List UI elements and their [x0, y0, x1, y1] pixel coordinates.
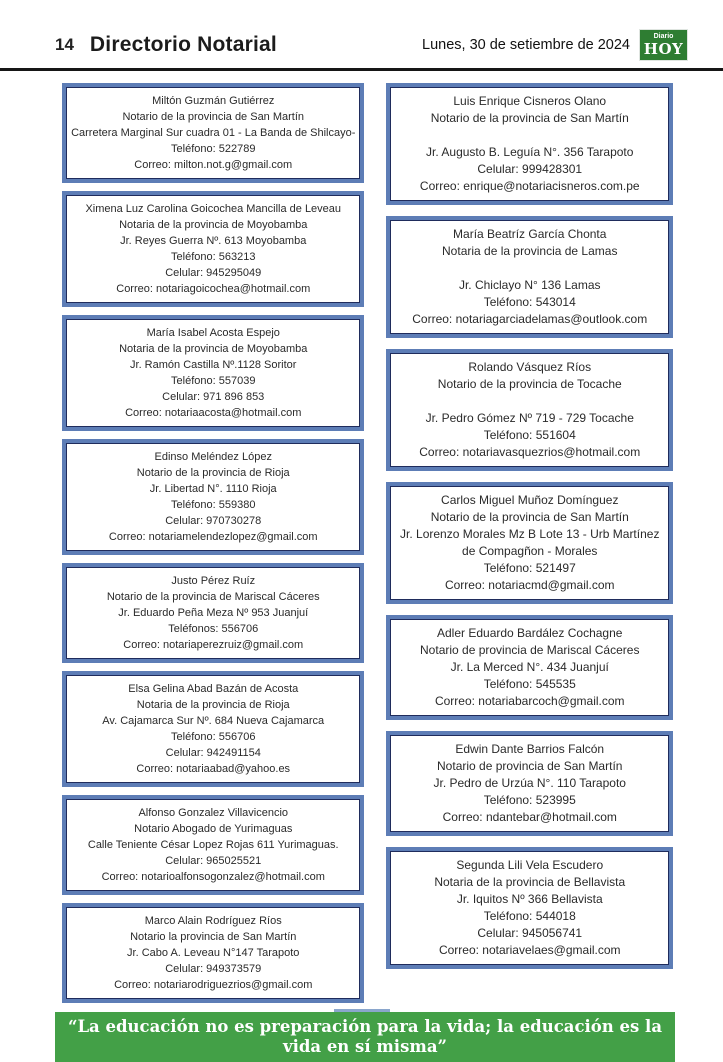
- notary-card-line: Elsa Gelina Abad Bazán de Acosta: [128, 683, 299, 695]
- notary-card-line: Jr. La Merced N°. 434 Juanjuí: [450, 660, 609, 674]
- directory-column-left: [62, 83, 364, 1003]
- footer-quote-bar: [55, 1012, 675, 1062]
- notary-card-line: Correo: notariabarcoch@gmail.com: [434, 694, 625, 708]
- notary-card: [62, 903, 364, 1003]
- notary-card-line: Notaria de la provincia de Moyobamba: [119, 219, 308, 231]
- notary-card-line: Celular: 999428301: [477, 162, 583, 176]
- notary-card: [62, 795, 364, 895]
- notary-card-line: Correo: notarioalfonsogonzalez@hotmail.com: [101, 871, 325, 883]
- notary-card-inner: [390, 87, 669, 201]
- notary-card-line: Teléfono: 544018: [483, 909, 576, 923]
- notary-card-line: Teléfono: 563213: [171, 251, 256, 263]
- notary-card-line: Edinso Meléndez López: [154, 451, 272, 463]
- notary-card-line: Teléfono: 551604: [483, 428, 576, 442]
- notary-card-inner: [390, 353, 669, 467]
- notary-card-line: Notaria de la provincia de Rioja: [136, 699, 290, 711]
- notary-card-inner: [66, 675, 360, 783]
- notary-card: [62, 671, 364, 787]
- notary-card-line: Notario de la provincia de Tocache: [437, 377, 622, 391]
- notary-card: [386, 216, 673, 338]
- notary-card-line: Segunda Lili Vela Escudero: [456, 858, 604, 872]
- header-divider-rule: [0, 68, 723, 71]
- notary-card-line: Jr. Reyes Guerra Nº. 613 Moyobamba: [120, 235, 307, 247]
- page-title: Directorio Notarial: [89, 33, 277, 56]
- notary-card-line: Jr. Pedro Gómez Nº 719 - 729 Tocache: [425, 411, 634, 425]
- notary-card-inner: [390, 619, 669, 716]
- notary-card-line: Jr. Cabo A. Leveau N°147 Tarapoto: [127, 947, 300, 959]
- notary-card-line: Calle Teniente César Lopez Rojas 611 Yurimaguas.: [87, 839, 339, 851]
- logo-hoy-label: HOY: [643, 40, 684, 58]
- notary-card-line: Celular: 971 896 853: [162, 391, 265, 403]
- notary-card-inner: [66, 319, 360, 427]
- notary-card-line: Teléfono: 521497: [483, 561, 576, 575]
- directory-column-right: [386, 83, 673, 1003]
- notary-card-line: Correo: milton.not.g@gmail.com: [134, 159, 293, 171]
- notary-card-line: Correo: notariaacosta@hotmail.com: [125, 407, 302, 419]
- notary-card-line: María Isabel Acosta Espejo: [146, 327, 280, 339]
- notary-card-line: Av. Cajamarca Sur Nº. 684 Nueva Cajamarca: [102, 715, 325, 727]
- notary-card: [386, 615, 673, 720]
- notary-card-line: Correo: notariamelendezlopez@gmail.com: [108, 531, 318, 543]
- notary-card-line: Celular: 942491154: [165, 747, 261, 759]
- notary-card-line: Notario de la provincia de Mariscal Cáceres: [106, 591, 320, 603]
- notary-card-line: Correo: notariavelaes@gmail.com: [438, 943, 621, 957]
- notary-card-line: Jr. Augusto B. Leguía N°. 356 Tarapoto: [426, 145, 634, 159]
- notary-card: [386, 847, 673, 969]
- directory-columns: [0, 81, 723, 1003]
- notary-card-line: Notario de la provincia de San Martín: [430, 111, 629, 125]
- notary-card-line: Teléfono: 522789: [171, 143, 256, 155]
- notary-card: [386, 349, 673, 471]
- notary-card: [386, 482, 673, 604]
- diario-hoy-logo: [640, 30, 687, 60]
- notary-card-line: Jr. Iquitos Nº 366 Bellavista: [456, 892, 603, 906]
- notary-card-line: Marco Alain Rodríguez Ríos: [144, 915, 282, 927]
- page-header: [0, 0, 723, 66]
- notary-card-inner: [390, 851, 669, 965]
- notary-card-line: Correo: notariavasquezrios@hotmail.com: [419, 445, 641, 459]
- notary-card-line: Miltón Guzmán Gutiérrez: [152, 95, 275, 107]
- page-number: 14: [55, 35, 74, 54]
- notary-card-line: Justo Pérez Ruíz: [171, 575, 256, 587]
- notary-card-line: Jr. Lorenzo Morales Mz B Lote 13 - Urb Martínez: [400, 527, 660, 541]
- notary-card-inner: [66, 87, 360, 179]
- notary-card-line: Correo: enrique@notariacisneros.com.pe: [419, 179, 640, 193]
- notary-card-inner: [66, 799, 360, 891]
- notary-card-line: Correo: ndantebar@hotmail.com: [442, 810, 617, 824]
- notary-card-inner: [390, 486, 669, 600]
- notary-card-line: Luis Enrique Cisneros Olano: [453, 94, 607, 108]
- notary-card-line: Adler Eduardo Bardález Cochagne: [437, 626, 623, 640]
- notary-card-line: Teléfono: 545535: [483, 677, 576, 691]
- notary-card-line: Correo: notariarodriguezrios@gmail.com: [114, 979, 313, 991]
- footer-quote-text: “La educación no es preparación para la vida; la educación es la vida en sí misma”: [67, 1017, 663, 1056]
- notary-card-line: [393, 260, 666, 277]
- notary-card-inner: [390, 735, 669, 832]
- notary-card-line: Ximena Luz Carolina Goicochea Mancilla de Leveau: [85, 203, 342, 215]
- notary-card-line: de Compagñon - Morales: [462, 544, 598, 558]
- notary-card-line: Edwin Dante Barrios Falcón: [455, 742, 605, 756]
- notary-card-line: Notario de la provincia de San Martín: [122, 111, 305, 123]
- notary-card-line: Teléfono: 557039: [171, 375, 256, 387]
- notary-card-line: Teléfono: 543014: [483, 295, 576, 309]
- notary-card-line: Teléfono: 556706: [171, 731, 256, 743]
- notary-card-line: Celular: 949373579: [165, 963, 262, 975]
- notary-card-line: [393, 127, 666, 144]
- notary-card-line: Jr. Pedro de Urzúa N°. 110 Tarapoto: [433, 776, 626, 790]
- notary-card-inner: [66, 907, 360, 999]
- notary-card-line: Notario de la provincia de Rioja: [136, 467, 290, 479]
- issue-date: Lunes, 30 de setiembre de 2024: [422, 37, 630, 53]
- notary-card-line: Celular: 945295049: [165, 267, 262, 279]
- notary-card-line: Notaria de la provincia de Lamas: [442, 244, 618, 258]
- notary-card-line: Correo: notariagarciadelamas@outlook.com: [412, 312, 648, 326]
- notary-card-inner: [390, 220, 669, 334]
- notary-card: [62, 563, 364, 663]
- notary-card-line: Correo: notariaperezruiz@gmail.com: [123, 639, 304, 651]
- notary-card-line: Celular: 965025521: [165, 855, 262, 867]
- notary-card-line: Carretera Marginal Sur cuadra 01 - La Banda de Shilcayo-: [71, 127, 356, 139]
- notary-card-line: Jr. Ramón Castilla Nº.1128 Soritor: [130, 359, 297, 371]
- notary-card: [62, 191, 364, 307]
- notary-card-line: Celular: 945056741: [477, 926, 583, 940]
- notary-card-line: Notario de provincia de San Martín: [437, 759, 623, 773]
- notary-card: [386, 83, 673, 205]
- notary-card-line: Correo: notariagoicochea@hotmail.com: [116, 283, 311, 295]
- notary-card-line: Jr. Chiclayo N° 136 Lamas: [458, 278, 601, 292]
- notary-card: [62, 315, 364, 431]
- notary-card-line: Notario la provincia de San Martín: [130, 931, 297, 943]
- notary-card-line: Correo: notariacmd@gmail.com: [444, 578, 615, 592]
- notary-card: [62, 439, 364, 555]
- notary-card-line: Teléfono: 559380: [171, 499, 256, 511]
- notary-card-line: Notaria de la provincia de Bellavista: [434, 875, 626, 889]
- notary-card-inner: [66, 195, 360, 303]
- notary-card-line: Celular: 970730278: [165, 515, 262, 527]
- notary-card-line: Rolando Vásquez Ríos: [468, 360, 592, 374]
- notary-card-line: María Beatríz García Chonta: [453, 227, 607, 241]
- notary-card-line: Notario Abogado de Yurimaguas: [134, 823, 293, 835]
- notary-card-line: Teléfonos: 556706: [168, 623, 259, 635]
- logo-diario-label: Diario: [653, 33, 674, 40]
- notary-card: [386, 731, 673, 836]
- notary-card-inner: [66, 443, 360, 551]
- notary-card-line: Alfonso Gonzalez Villavicencio: [138, 807, 289, 819]
- notary-card-line: Notario de provincia de Mariscal Cáceres: [420, 643, 640, 657]
- notary-card-line: Notaria de la provincia de Moyobamba: [119, 343, 308, 355]
- notary-card-line: Jr. Eduardo Peña Meza Nº 953 Juanjuí: [118, 607, 309, 619]
- notary-card-line: Correo: notariaabad@yahoo.es: [136, 763, 291, 775]
- bottom-page-mark: [334, 1009, 390, 1012]
- notary-card-inner: [66, 567, 360, 659]
- notary-card-line: Teléfono: 523995: [483, 793, 576, 807]
- notary-card-line: Jr. Libertad N°. 1110 Rioja: [149, 483, 277, 495]
- notary-card-line: [393, 393, 666, 410]
- notary-card-line: Carlos Miguel Muñoz Domínguez: [441, 493, 619, 507]
- notary-card: [62, 83, 364, 183]
- notary-card-line: Notario de la provincia de San Martín: [430, 510, 629, 524]
